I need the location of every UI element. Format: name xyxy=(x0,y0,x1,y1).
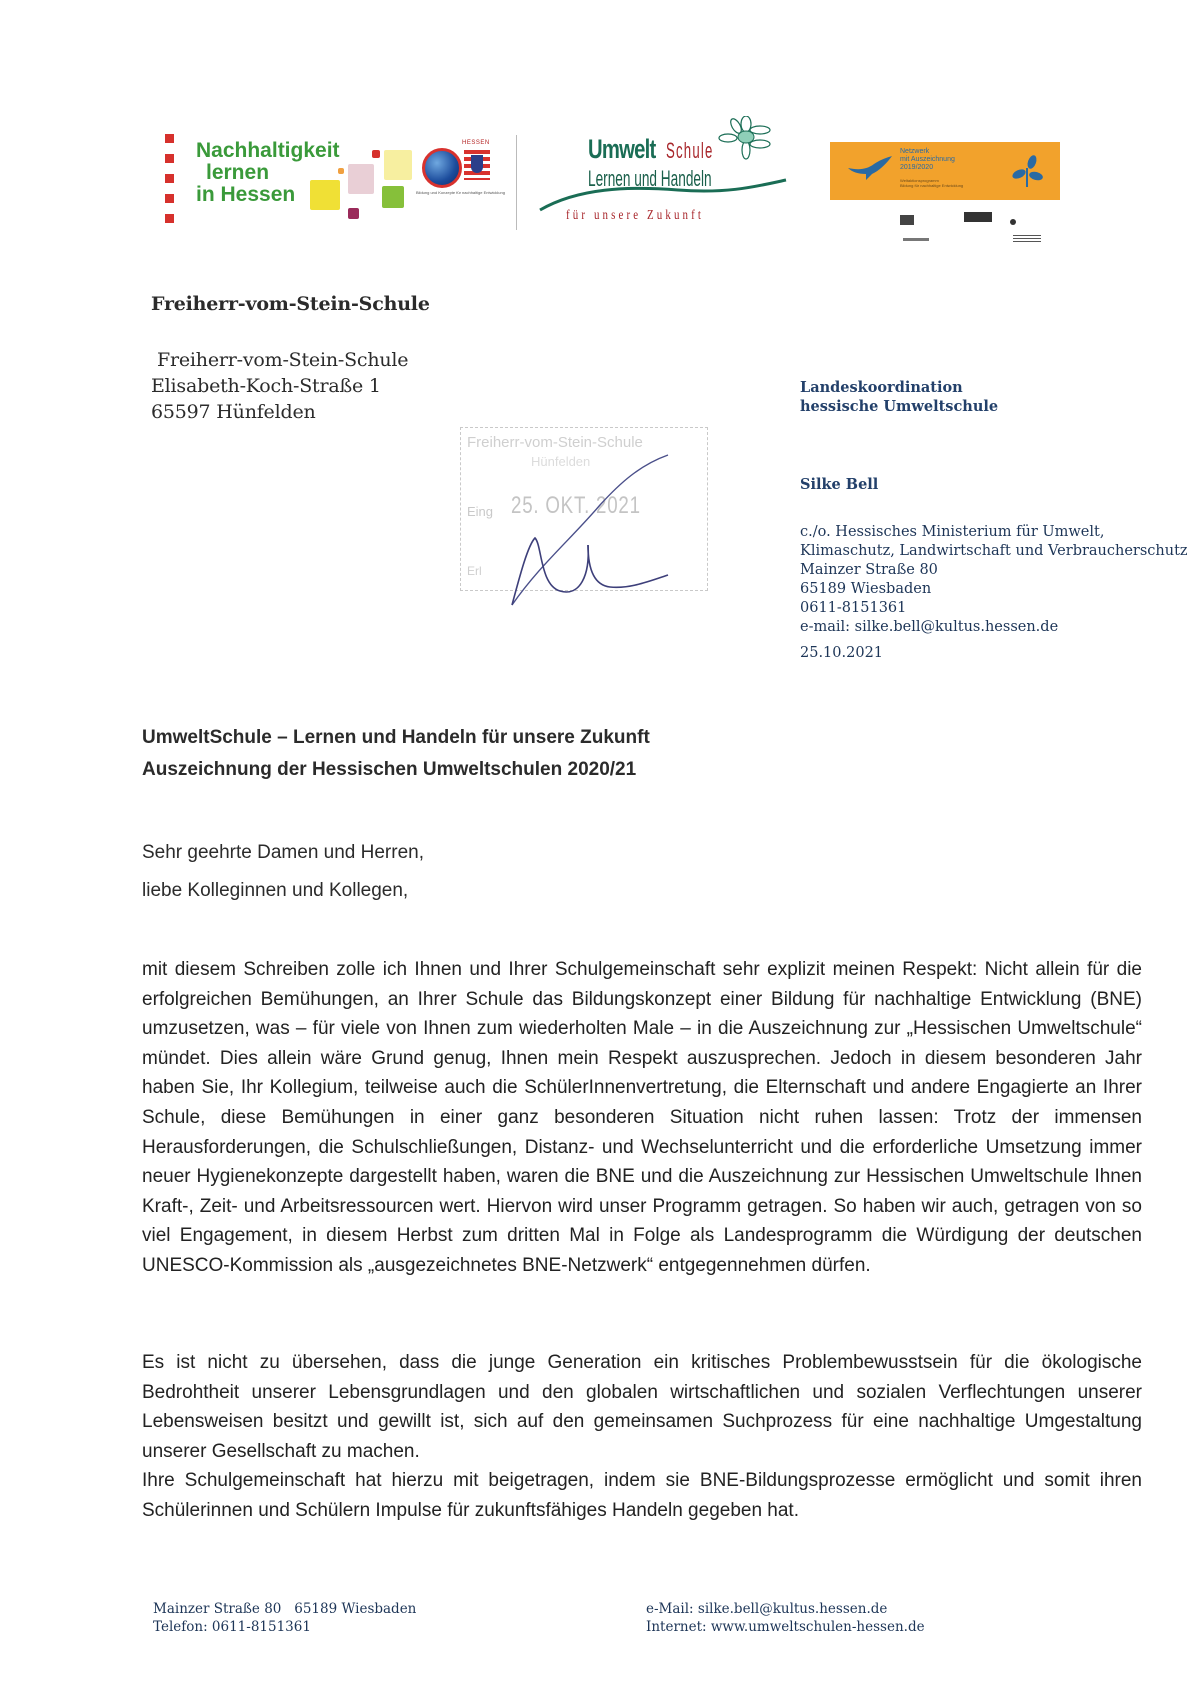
red-square-icon xyxy=(165,154,174,163)
wordmark-line: in Hessen xyxy=(196,183,296,206)
subject-line: UmweltSchule – Lernen und Handeln für unsere Zukunft xyxy=(142,727,650,748)
letter-date: 25.10.2021 xyxy=(800,645,884,661)
handwritten-signature-icon xyxy=(500,445,700,620)
wordmark-line: lernen xyxy=(206,161,270,184)
umweltschule-tagline: Lernen und Handeln xyxy=(588,166,712,191)
sender-name: Silke Bell xyxy=(800,476,879,493)
paragraph-text: Ihre Schulgemeinschaft hat hierzu mit beigetragen, indem sie BNE-Bildungsprozesse ermöglicht und somit ihren Schülerinnen und Schülern Impulse für zukunftsfähiges Handeln gegeben hat. xyxy=(142,1470,1142,1521)
letter-subject xyxy=(142,722,650,786)
unesco-sub-line: Bildung für nachhaltige Entwicklung xyxy=(900,183,964,188)
bmbf-sponsor-logo xyxy=(964,212,992,222)
sender-org-line: Landeskoordination xyxy=(800,379,963,396)
stamp-city: Hünfelden xyxy=(531,454,591,469)
unesco-subtitle xyxy=(900,178,963,188)
daisy-flower-icon xyxy=(716,116,776,161)
salutation: liebe Kolleginnen und Kollegen, xyxy=(142,880,409,901)
stamp-received-date: 25. OKT. 2021 xyxy=(511,492,641,519)
stamp-school: Freiherr-vom-Stein-Schule xyxy=(467,434,643,451)
sender-contact-line: Mainzer Straße 80 xyxy=(800,562,938,578)
sun-tile-icon xyxy=(310,180,340,210)
orange-dot-icon xyxy=(338,168,344,174)
unesco-sponsor-logo xyxy=(900,212,946,222)
body-paragraph xyxy=(142,955,1142,1290)
red-dot-icon xyxy=(372,150,380,158)
umweltschule-wordmark-schule: Schule xyxy=(666,138,714,163)
unesco-award-banner xyxy=(830,142,1060,200)
unesco-title xyxy=(900,148,955,172)
red-square-icon xyxy=(165,214,174,223)
leaf-sprout-icon xyxy=(1010,154,1044,188)
paragraph-text: mit diesem Schreiben zolle ich Ihnen und Ihrer Schulgemeinschaft sehr explizit meinen Respekt: Nicht allein für die erfolgreichen Bemühungen, an Ihrer Schule das Bildungskonzept einer Bildung für nachhaltige Entwicklung (BNE) umzusetzen, was – für viele von Ihnen zum wiederholten Male – in die Auszeichnung zur „Hessischen Umweltschule“ mündet. Dies allein wäre Grund genug, Ihnen mein Respekt auszusprechen. Jedoch in diesem besonderen Jahr haben Sie, Ihr Kollegium, teilweise auch die SchülerInnenvertretung, die Elternschaft und andere Engagierte an Ihrer Schule, diese Bemühungen in einer ganz besonderen Situation nicht ruhen lassen: Trotz der immensen Herausforderungen, die Schulschließungen, Distanz- und Wechselunterricht und die erforderliche Umsetzung immer neuer Hygienekonzepte dargestellt haben, waren die BNE und die Auszeichnung zur Hessischen Umweltschule Ihnen Kraft-, Zeit- und Arbeitsressourcen wert. Hiervon wird unser Programm getragen. So haben wir auch, getragen von so viel Engagement, in diesem Herbst zum dritten Mal in Folge als Landesprogramm die Würdigung der deutschen UNESCO-Kommission als „ausgezeichnetes BNE-Netzwerk“ entgegennehmen dürfen. xyxy=(142,959,1142,1276)
sender-org-line: hessische Umweltschule xyxy=(800,398,999,415)
sender-organisation xyxy=(800,378,998,416)
logo-unesco-bne-netzwerk xyxy=(830,142,1060,237)
bird-icon xyxy=(846,152,894,182)
footer-email-link[interactable]: e-Mail: silke.bell@kultus.hessen.de xyxy=(646,1601,888,1617)
purple-square-icon xyxy=(348,208,359,219)
subject-line: Auszeichnung der Hessischen Umweltschulen 2020/21 xyxy=(142,759,637,780)
logo-caption: Bildung und Konzepte für nachhaltige Entwicklung xyxy=(416,190,505,195)
footer-website-link[interactable]: Internet: www.umweltschulen-hessen.de xyxy=(646,1619,925,1635)
logo-divider xyxy=(516,135,517,230)
recipient-address xyxy=(151,347,408,425)
hessen-crest-icon xyxy=(464,150,490,180)
umweltschule-wordmark-umwelt: Umwelt xyxy=(588,134,656,164)
umweltschule-sub-tagline: für unsere Zukunft xyxy=(566,208,705,223)
unesco-title-line: 2019/2020 xyxy=(900,164,934,171)
unesco-title-line: mit Auszeichnung xyxy=(900,156,955,163)
tree-tile-icon xyxy=(382,186,404,208)
hessen-label: HESSEN xyxy=(462,140,490,146)
nachhaltig-globe-icon xyxy=(422,148,462,188)
sender-contact-line: 65189 Wiesbaden xyxy=(800,581,932,597)
sender-contact-line: c./o. Hessisches Ministerium für Umwelt, xyxy=(800,524,1105,540)
red-square-icon xyxy=(165,194,174,203)
logo-nachhaltigkeit-lernen-in-hessen xyxy=(160,128,520,238)
unesco-title-line: Netzwerk xyxy=(900,148,930,155)
footer-phone: Telefon: 0611-8151361 xyxy=(153,1619,311,1635)
recipient-line: 65597 Hünfelden xyxy=(151,401,316,423)
recipient-line: Freiherr-vom-Stein-Schule xyxy=(157,349,409,371)
stamp-received-label: Eing xyxy=(467,504,494,519)
sender-contact-line: 0611-8151361 xyxy=(800,600,907,616)
red-square-icon xyxy=(165,134,174,143)
body-paragraph xyxy=(142,1348,1142,1475)
hand-tile-icon xyxy=(348,164,374,194)
federal-ministry-sponsor-logo xyxy=(1010,212,1050,222)
stamp-done-label: Erl xyxy=(467,564,482,578)
body-paragraph xyxy=(142,1466,1142,1534)
sender-contact-line: Klimaschutz, Landwirtschaft und Verbraucherschutz xyxy=(800,543,1188,559)
wordmark-line: Nachhaltigkeit xyxy=(196,139,340,162)
logo-umweltschule xyxy=(538,116,788,236)
footer-address xyxy=(153,1600,416,1636)
school-name-heading: Freiherr-vom-Stein-Schule xyxy=(151,293,430,315)
salutation: Sehr geehrte Damen und Herren, xyxy=(142,842,424,863)
footer-address-line: Mainzer Straße 80 65189 Wiesbaden xyxy=(153,1601,417,1617)
footer-contact xyxy=(646,1600,925,1636)
paragraph-text: Es ist nicht zu übersehen, dass die junge Generation ein kritisches Problembewusstsein für die ökologische Bedrohtheit unserer Lebensgrundlagen und den globalen wirtschaftlichen und sozialen Verflechtungen unserer Lebensweisen besitzt und gewillt ist, sich auf den gemeinsamen Suchprozess für eine nachhaltige Umgestaltung unserer Gesellschaft zu machen. xyxy=(142,1352,1142,1462)
unesco-sub-line: Weltaktionsprogramm xyxy=(900,178,939,183)
yellow-tile-icon xyxy=(384,150,412,180)
sender-contact xyxy=(800,523,1188,637)
red-square-icon xyxy=(165,174,174,183)
sender-email-link[interactable]: e-mail: silke.bell@kultus.hessen.de xyxy=(800,619,1059,635)
recipient-line: Elisabeth-Koch-Straße 1 xyxy=(151,375,381,397)
